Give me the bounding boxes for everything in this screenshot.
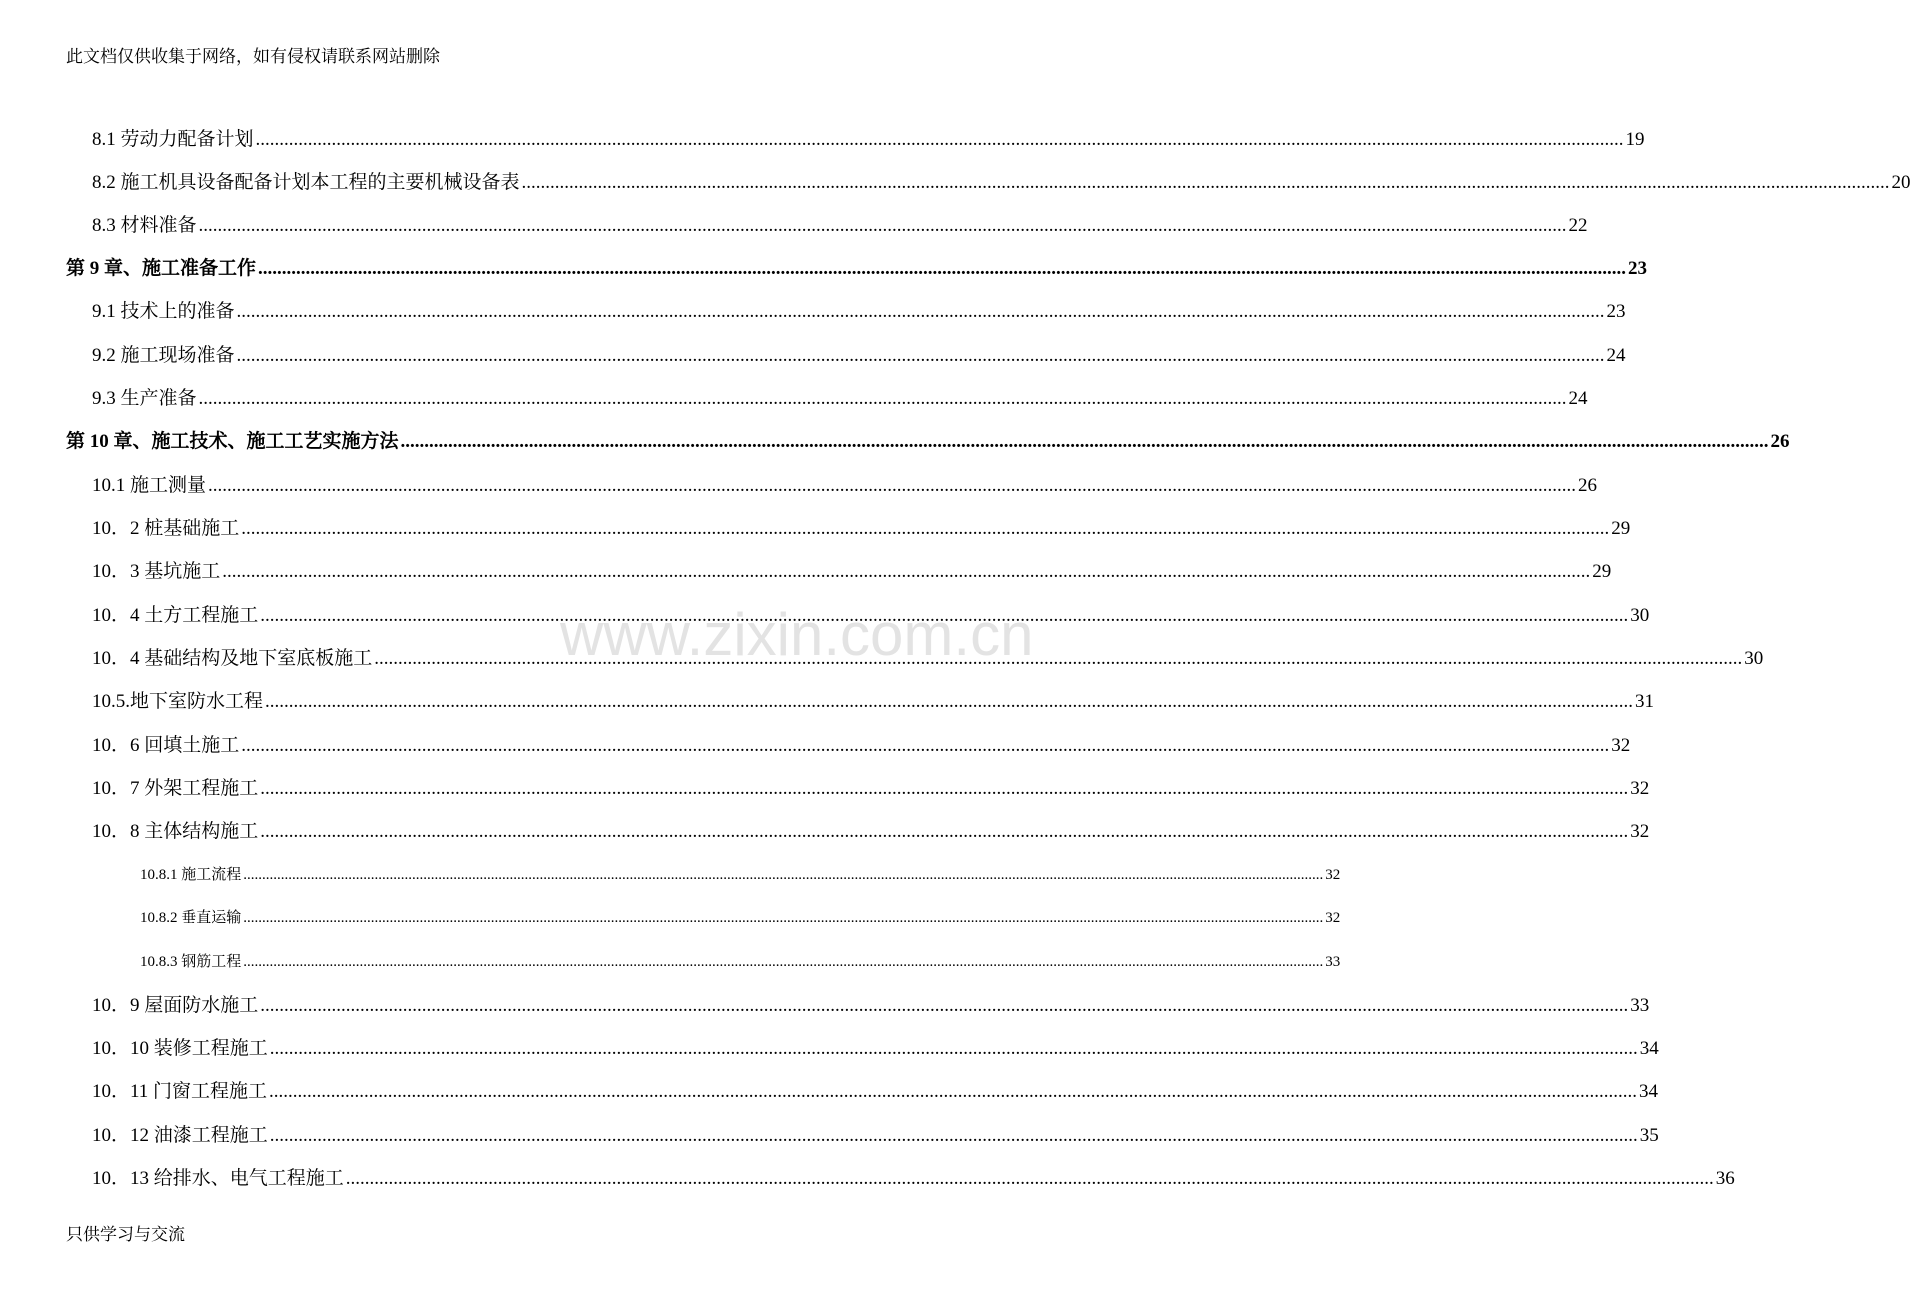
toc-leader-dots — [241, 518, 1609, 540]
toc-entry-title: 10．8 主体结构施工 — [92, 821, 259, 842]
toc-leader-dots — [265, 691, 1633, 713]
toc-entry[interactable] — [92, 383, 1588, 409]
toc-entry[interactable] — [92, 643, 1764, 669]
toc-entry-title: 10．10 装修工程施工 — [92, 1038, 268, 1059]
toc-entry-page: 20 — [1891, 172, 1911, 193]
toc-entry-page: 36 — [1715, 1168, 1735, 1189]
toc-entry-page: 26 — [1578, 475, 1598, 496]
toc-entry-title: 10．11 门窗工程施工 — [92, 1081, 268, 1102]
toc-entry[interactable] — [92, 513, 1631, 539]
toc-entry-title: 第 9 章、施工准备工作 — [66, 258, 257, 279]
toc-entry-title: 10．6 回填土施工 — [92, 735, 240, 756]
toc-entry-page: 26 — [1770, 431, 1790, 452]
toc-entry[interactable] — [92, 296, 1626, 322]
toc-leader-dots — [199, 388, 1567, 410]
toc-entry-page: 22 — [1568, 215, 1588, 236]
toc-entry-page: 31 — [1635, 691, 1655, 712]
toc-entry-page: 23 — [1628, 258, 1648, 279]
toc-entry-page: 23 — [1606, 301, 1626, 322]
toc-entry-title: 10．13 给排水、电气工程施工 — [92, 1168, 344, 1189]
toc-entry-title: 10.8.3 钢筋工程 — [140, 954, 242, 970]
toc-entry-page: 32 — [1325, 910, 1341, 926]
toc-entry[interactable] — [92, 556, 1612, 582]
toc-entry[interactable] — [92, 167, 1911, 193]
toc-subentry[interactable] — [140, 906, 1341, 926]
toc-entry[interactable] — [92, 1033, 1659, 1059]
toc-leader-dots — [237, 301, 1605, 323]
toc-leader-dots — [401, 431, 1769, 453]
toc-entry-title: 9.1 技术上的准备 — [92, 301, 235, 322]
toc-leader-dots — [222, 561, 1590, 583]
toc-entry-page: 29 — [1611, 518, 1631, 539]
footer-note: 只供学习与交流 — [66, 1225, 185, 1244]
toc-leader-dots — [241, 735, 1609, 757]
toc-entry-page: 34 — [1639, 1081, 1659, 1102]
toc-entry-page: 32 — [1611, 735, 1631, 756]
toc-entry-title: 9.3 生产准备 — [92, 388, 197, 409]
toc-leader-dots — [269, 1081, 1637, 1103]
toc-leader-dots — [260, 778, 1628, 800]
toc-entry-page: 34 — [1639, 1038, 1659, 1059]
toc-entry-title: 10.1 施工测量 — [92, 475, 207, 496]
toc-entry-page: 24 — [1606, 345, 1626, 366]
toc-entry-title: 10.8.2 垂直运输 — [140, 910, 242, 926]
toc-leader-dots — [374, 648, 1742, 670]
toc-entry[interactable] — [92, 210, 1588, 236]
toc-leader-dots — [260, 605, 1628, 627]
toc-leader-dots — [346, 1168, 1714, 1190]
toc-entry-title: 10.5.地下室防水工程 — [92, 691, 264, 712]
toc-entry-page: 32 — [1630, 778, 1650, 799]
toc-leader-dots — [243, 867, 1323, 884]
toc-entry-page: 30 — [1630, 605, 1650, 626]
toc-leader-dots — [270, 1038, 1638, 1060]
toc-leader-dots — [243, 910, 1323, 927]
toc-subentry[interactable] — [140, 950, 1341, 970]
header-disclaimer: 此文档仅供收集于网络，如有侵权请联系网站删除 — [66, 47, 440, 66]
toc-entry[interactable] — [92, 990, 1650, 1016]
toc-entry-title: 8.1 劳动力配备计划 — [92, 129, 254, 150]
toc-entry[interactable] — [92, 600, 1650, 626]
toc-entry-title: 10．9 屋面防水施工 — [92, 995, 259, 1016]
toc-leader-dots — [199, 215, 1567, 237]
toc-leader-dots — [260, 995, 1628, 1017]
toc-entry-title: 10．3 基坑施工 — [92, 561, 221, 582]
toc-entry-page: 32 — [1325, 867, 1341, 883]
toc-chapter-entry[interactable] — [66, 426, 1790, 452]
toc-entry-page: 32 — [1630, 821, 1650, 842]
toc-entry-title: 10．2 桩基础施工 — [92, 518, 240, 539]
toc-entry-title: 10.8.1 施工流程 — [140, 867, 242, 883]
toc-entry[interactable] — [92, 340, 1626, 366]
toc-entry[interactable] — [92, 730, 1631, 756]
toc-entry-page: 33 — [1325, 954, 1341, 970]
toc-chapter-entry[interactable] — [66, 253, 1648, 279]
toc-entry[interactable] — [92, 124, 1645, 150]
toc-entry-title: 第 10 章、施工技术、施工工艺实施方法 — [66, 431, 399, 452]
toc-entry[interactable] — [92, 1163, 1735, 1189]
toc-leader-dots — [256, 129, 1624, 151]
toc-entry-page: 24 — [1568, 388, 1588, 409]
toc-entry-title: 10．7 外架工程施工 — [92, 778, 259, 799]
toc-subentry[interactable] — [140, 863, 1341, 883]
toc-entry-page: 33 — [1630, 995, 1650, 1016]
toc-entry-page: 19 — [1625, 129, 1645, 150]
watermark: www.zixin.com.cn — [560, 601, 1034, 668]
toc-leader-dots — [208, 475, 1576, 497]
toc-leader-dots — [237, 345, 1605, 367]
toc-entry[interactable] — [92, 1120, 1659, 1146]
toc-entry-title: 10．4 基础结构及地下室底板施工 — [92, 648, 373, 669]
toc-entry-title: 8.2 施工机具设备配备计划本工程的主要机械设备表 — [92, 172, 520, 193]
toc-leader-dots — [260, 821, 1628, 843]
toc-entry[interactable] — [92, 470, 1598, 496]
toc-entry-title: 10．12 油漆工程施工 — [92, 1125, 268, 1146]
toc-leader-dots — [522, 172, 1890, 194]
toc-entry-page: 29 — [1592, 561, 1612, 582]
toc-entry[interactable] — [92, 773, 1650, 799]
toc-entry-page: 35 — [1639, 1125, 1659, 1146]
toc-leader-dots — [258, 258, 1626, 280]
toc-entry-title: 10．4 土方工程施工 — [92, 605, 259, 626]
toc-entry-page: 30 — [1744, 648, 1764, 669]
toc-entry[interactable] — [92, 816, 1650, 842]
toc-entry-title: 8.3 材料准备 — [92, 215, 197, 236]
toc-leader-dots — [270, 1125, 1638, 1147]
toc-entry[interactable] — [92, 686, 1655, 712]
toc-leader-dots — [243, 954, 1323, 971]
toc-entry-title: 9.2 施工现场准备 — [92, 345, 235, 366]
toc-entry[interactable] — [92, 1076, 1659, 1102]
